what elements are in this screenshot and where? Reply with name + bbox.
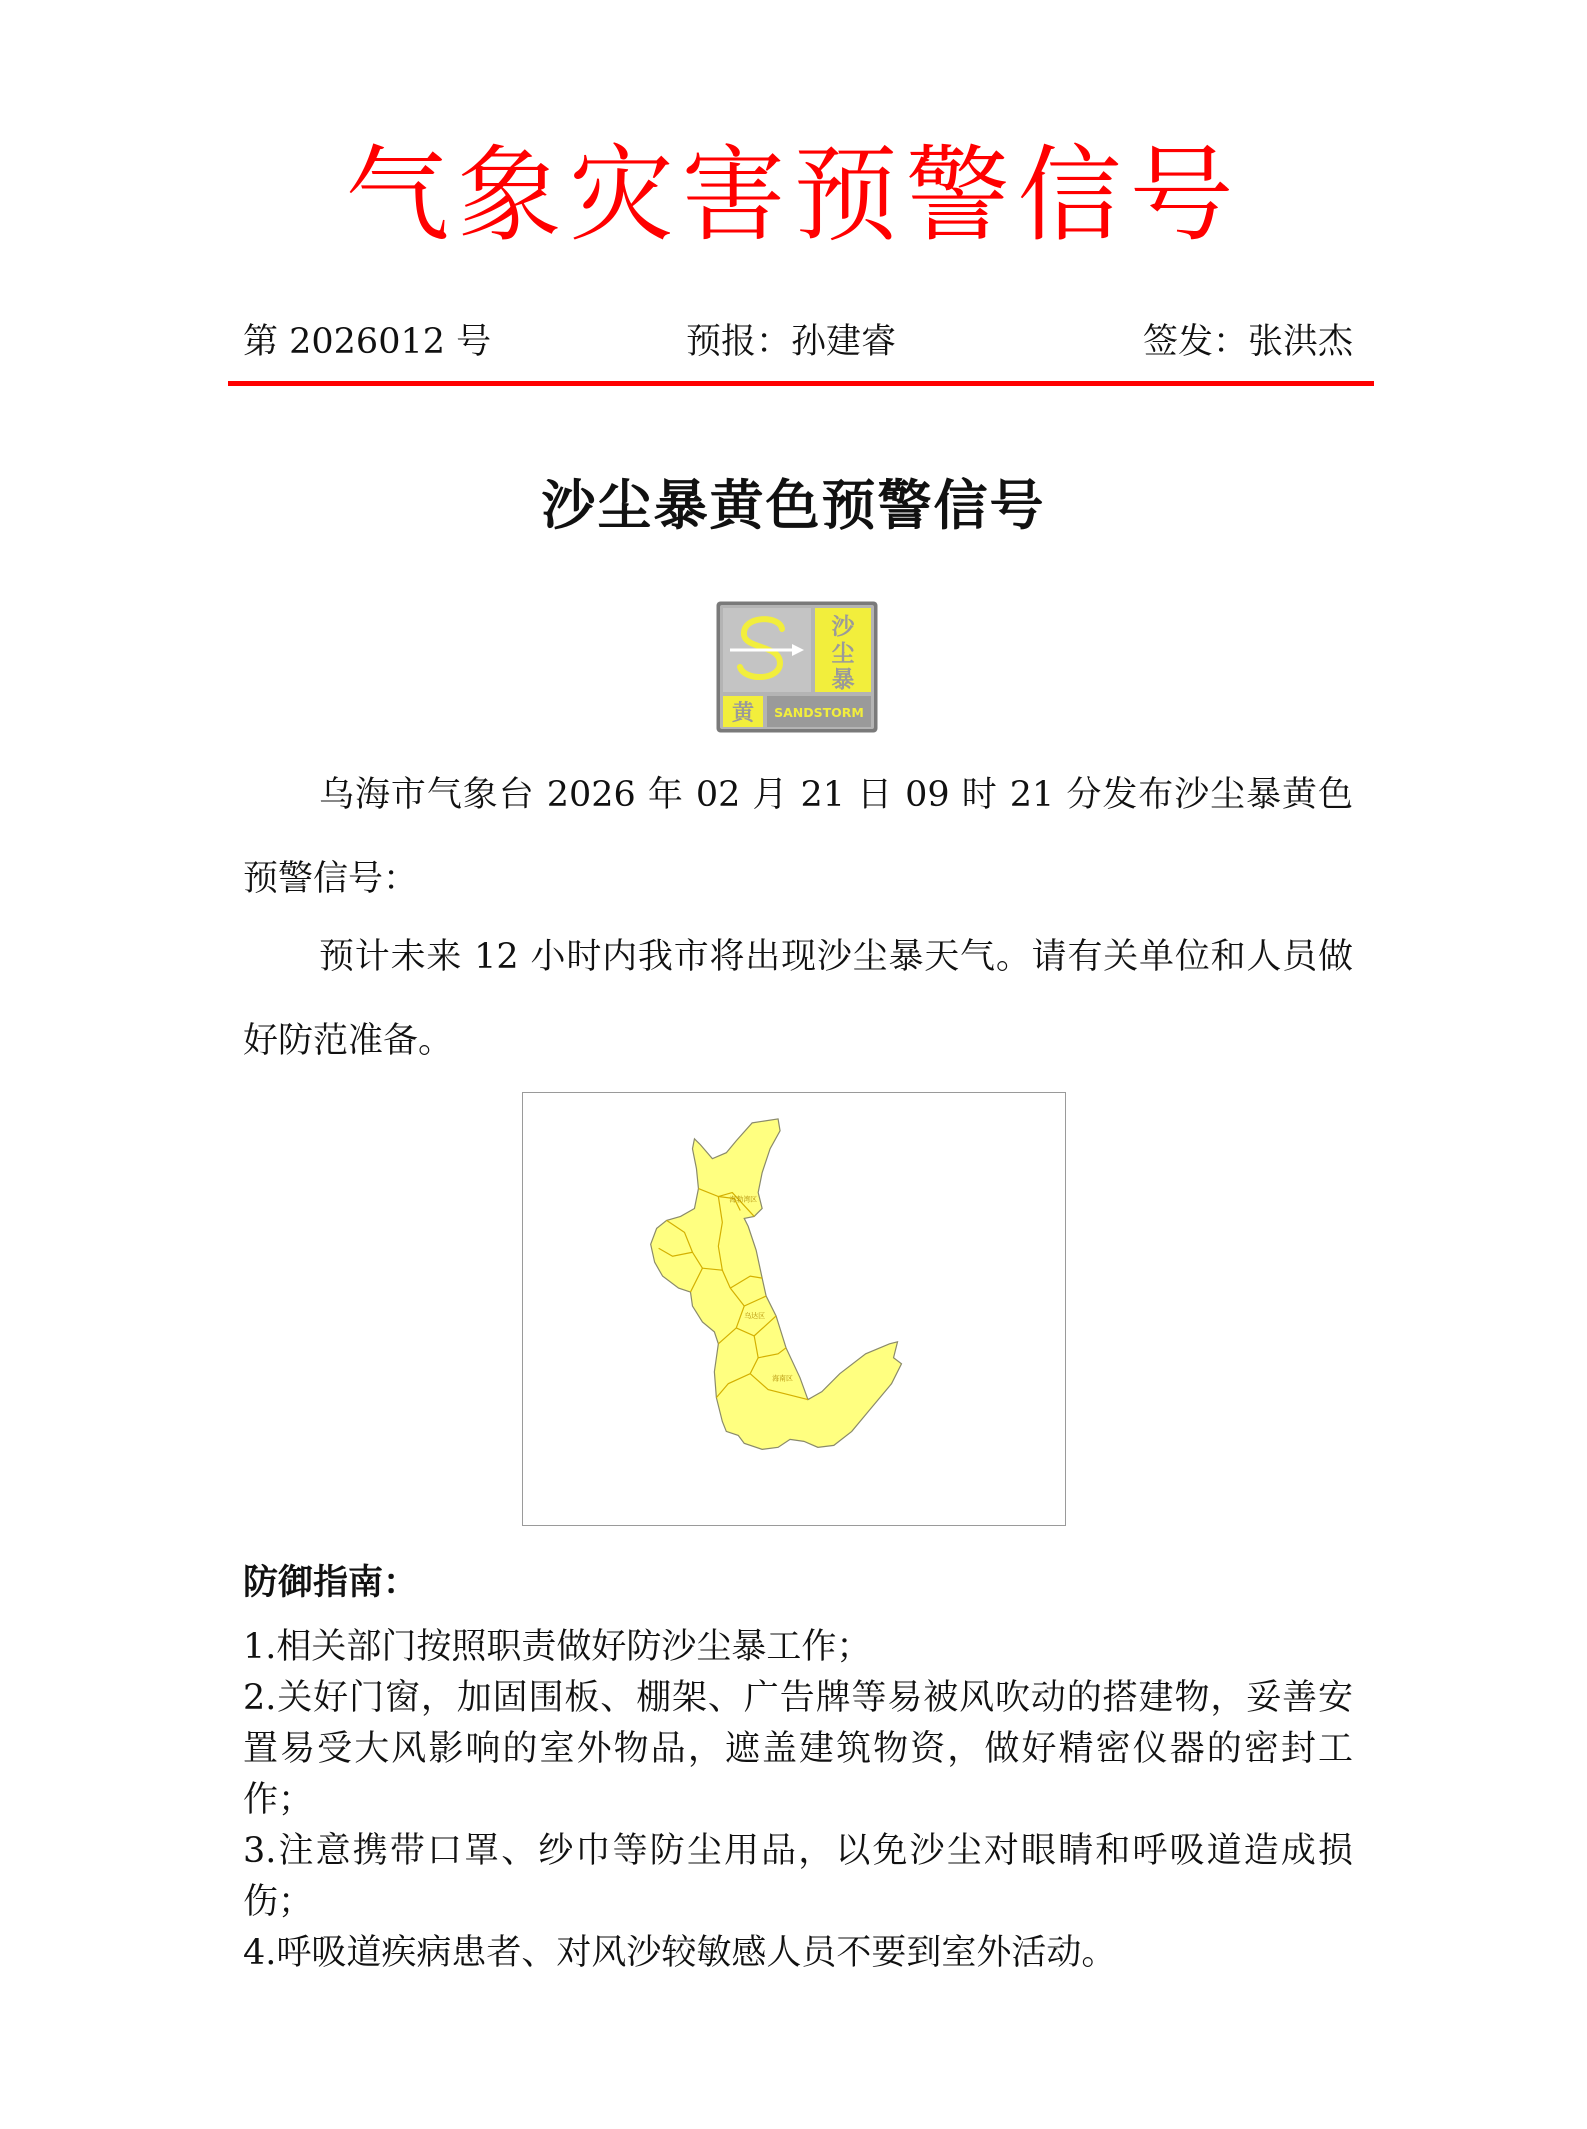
- guide-list: [243, 1622, 1353, 1979]
- guide-title: 防御指南：: [243, 1562, 419, 1603]
- svg-text:尘: 尘: [831, 641, 855, 667]
- masthead-title: 气象灾害预警信号: [345, 134, 1242, 256]
- sandstorm-yellow-warning-icon: [716, 601, 878, 733]
- map-label-north: 海勃湾区: [729, 1195, 758, 1204]
- map-region-fill: [651, 1119, 902, 1449]
- document-number: 第 2026012 号: [243, 322, 492, 362]
- issuance-paragraph: 乌海市气象台 2026 年 02 月 21 日 09 时 21 分发布沙尘暴黄色预警信号：: [243, 775, 1353, 899]
- warning-area-map: [522, 1092, 1066, 1526]
- map-label-center: 乌达区: [744, 1311, 766, 1320]
- document-meta-row: [243, 318, 1353, 366]
- warning-title: 沙尘暴黄色预警信号: [541, 473, 1046, 537]
- red-divider: [228, 381, 1374, 386]
- forecast-paragraph: 预计未来 12 小时内我市将出现沙尘暴天气。请有关单位和人员做好防范准备。: [243, 937, 1353, 1061]
- signal-label-en: SANDSTORM: [774, 705, 864, 720]
- guide-item: 1.相关部门按照职责做好防沙尘暴工作；: [243, 1627, 872, 1667]
- issuer: 签发：张洪杰: [1142, 322, 1353, 362]
- svg-text:沙: 沙: [831, 614, 855, 640]
- forecaster: 预报：孙建睿: [686, 322, 897, 362]
- guide-item: 2.关好门窗，加固围板、棚架、广告牌等易被风吹动的搭建物，妥善安置易受大风影响的室外物品，遮盖建筑物资，做好精密仪器的密封工作；: [243, 1678, 1353, 1820]
- guide-item: 3.注意携带口罩、纱巾等防尘用品，以免沙尘对眼睛和呼吸道造成损伤；: [243, 1831, 1353, 1922]
- guide-item: 4.呼吸道疾病患者、对风沙较敏感人员不要到室外活动。: [243, 1933, 1117, 1973]
- wuhai-district-map: [523, 1093, 1065, 1525]
- map-label-south: 海南区: [772, 1374, 793, 1383]
- signal-label-cn: [832, 614, 856, 693]
- signal-level-label: 黄: [731, 701, 755, 726]
- svg-text:暴: 暴: [831, 667, 855, 693]
